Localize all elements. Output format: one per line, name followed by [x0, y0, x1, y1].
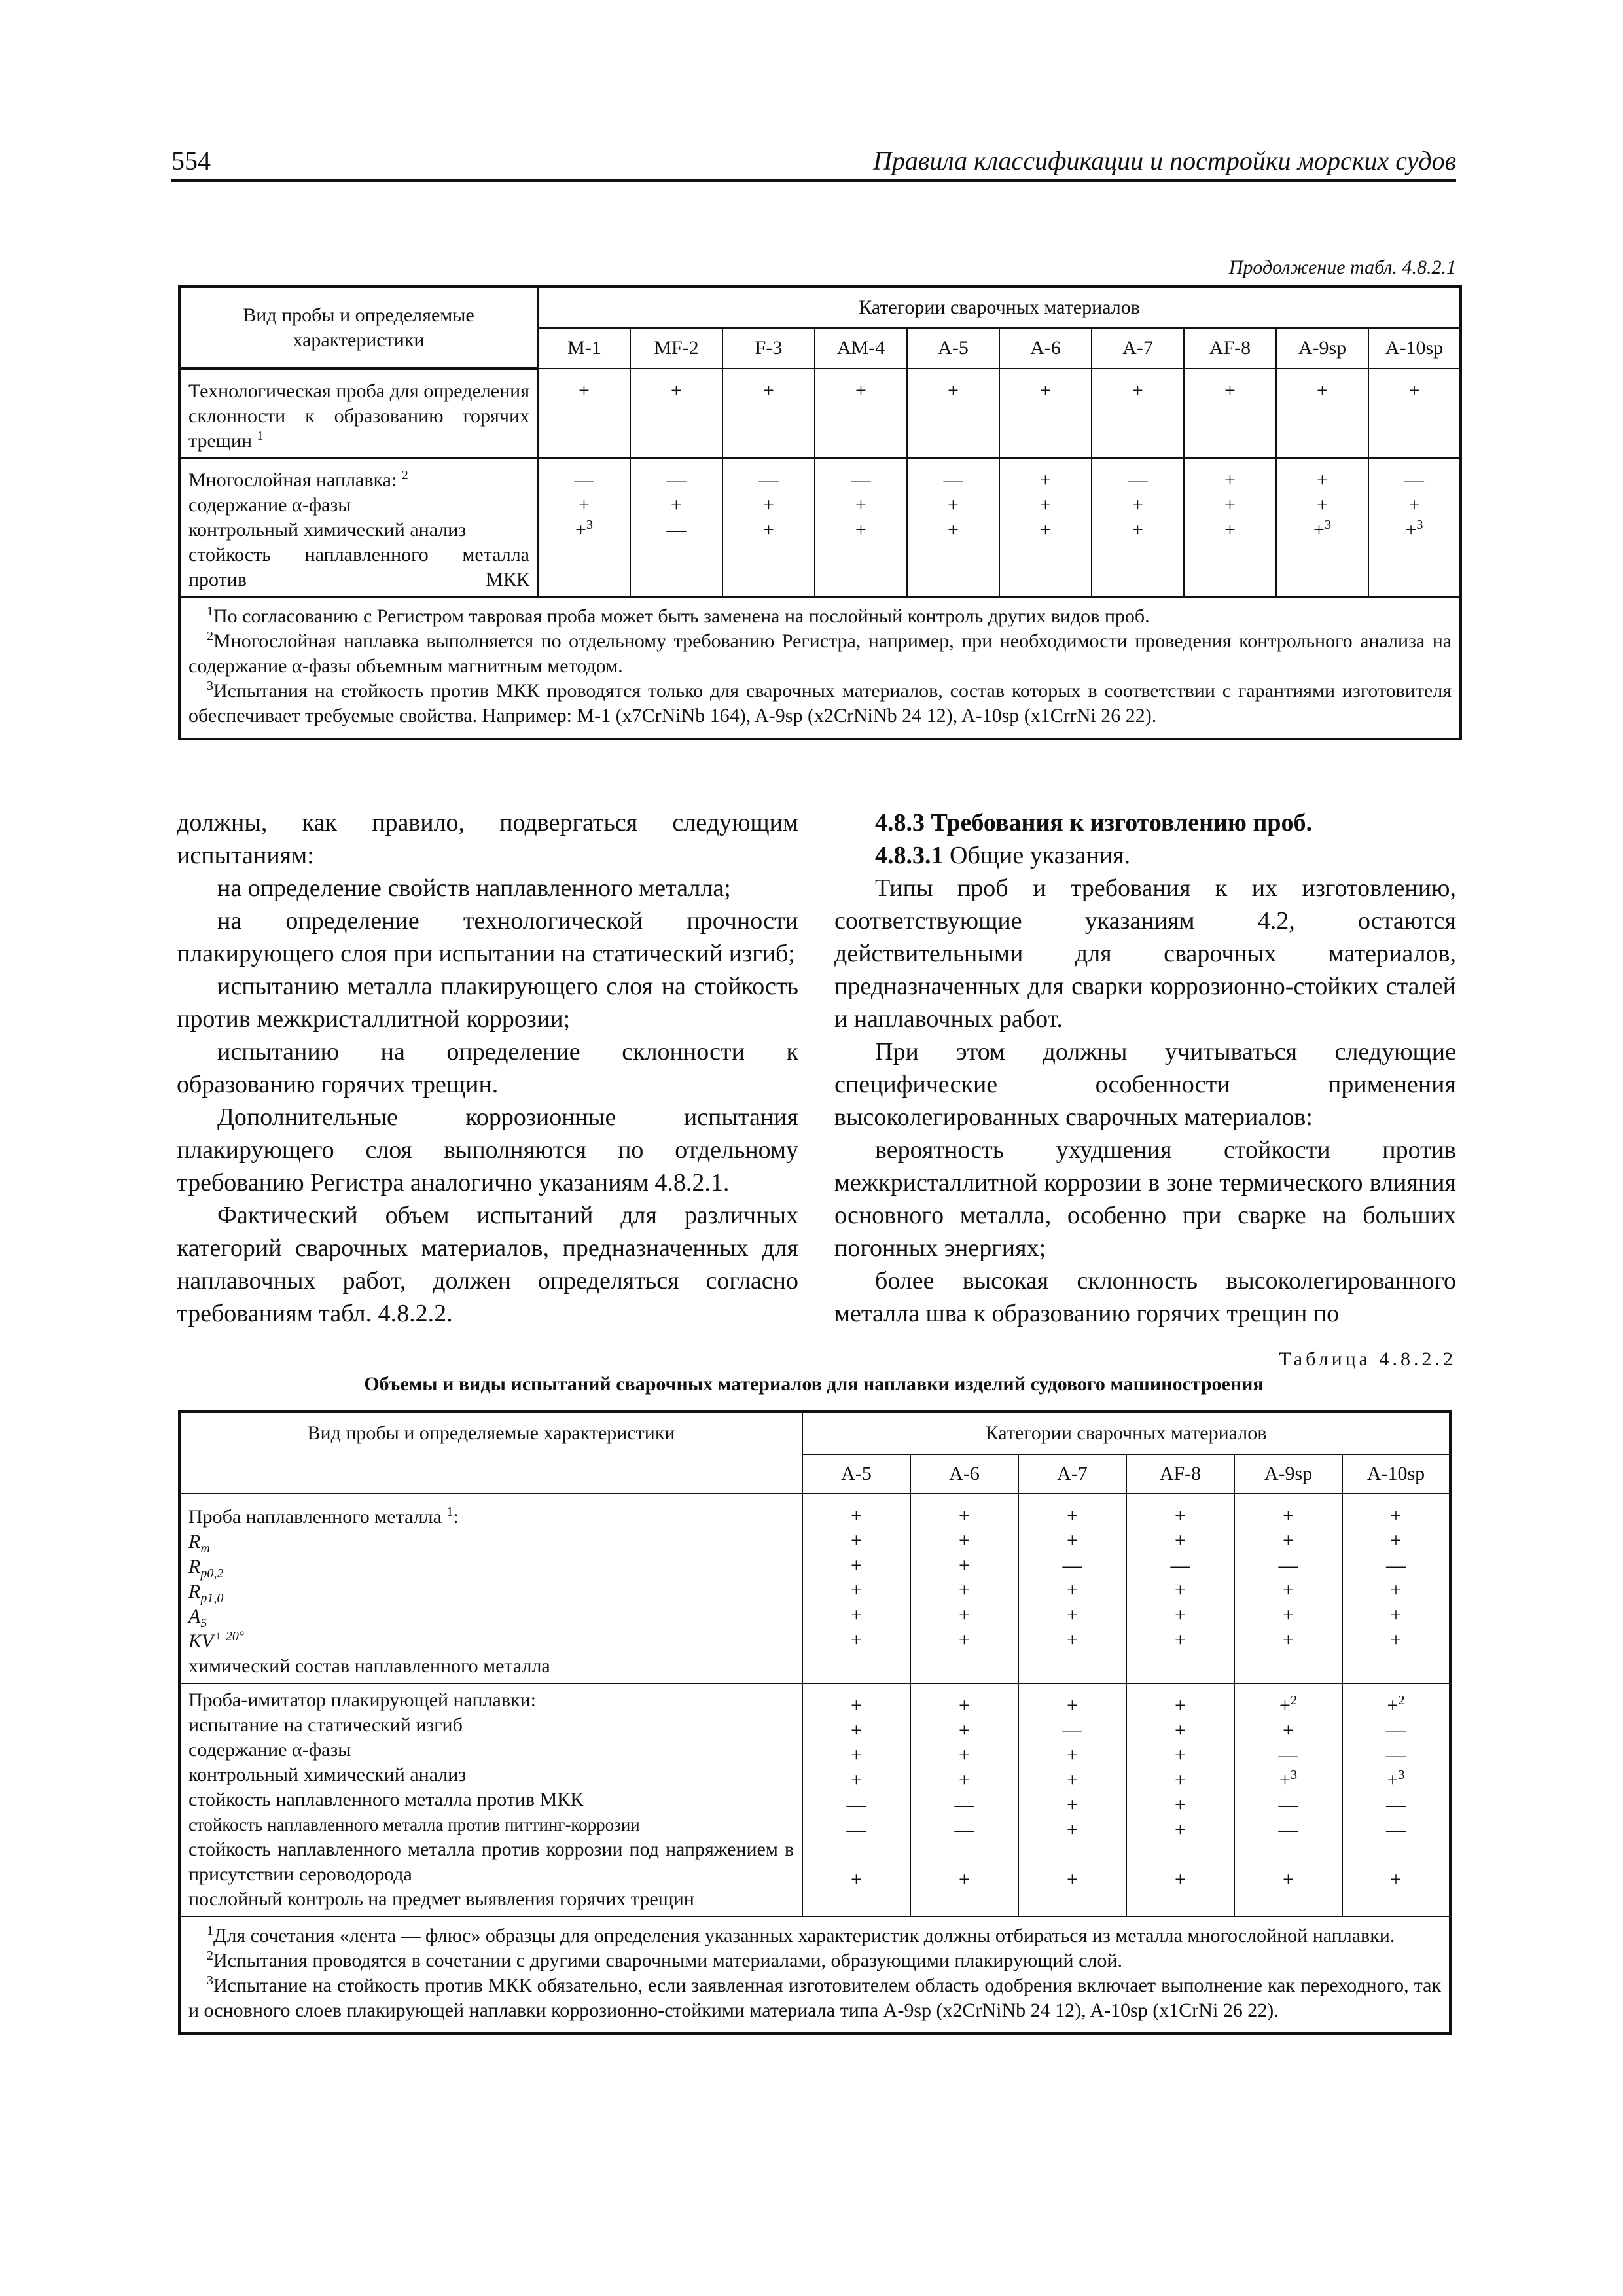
paragraph: на определение свойств наплавленного металла;	[217, 874, 731, 902]
table1-row1-value: +	[999, 368, 1092, 458]
table1	[178, 285, 1462, 740]
paragraph: Типы проб и требования к их изготовлению, соответствующие указаниям 4.2, остаются действительными для сварочных материалов, предназначенных для сварки коррозионно-стойких сталей и наплавочных работ.	[834, 874, 1456, 1033]
paragraph: При этом должны учитываться следующие специфические особенности применения высоколегированных сварочных материалов:	[834, 1038, 1456, 1131]
table1-row-multilayer-label: Многослойная наплавка: $^2$ содержание α-фазы контрольный химический анализ стойкость наплавленного металла против МКК	[179, 458, 538, 597]
property-label: испытание на статический изгиб	[188, 1714, 463, 1736]
table1-category-header: A-5	[907, 328, 999, 368]
paragraph: вероятность ухудшения стойкости против межкристаллитной коррозии в зоне термического влияния основного металла, особенно при сварке на больших погонных энергиях;	[834, 1136, 1456, 1262]
table1-category-header: M-1	[538, 328, 630, 368]
table1-category-header: AM-4	[815, 328, 907, 368]
table1-multilayer-values: — + +$^3$	[1368, 458, 1461, 597]
table1-row1-value: +	[815, 368, 907, 458]
table1-multilayer-values: — + +	[907, 458, 999, 597]
paragraph: Фактический объем испытаний для различных категорий сварочных материалов, предназначенных для наплавочных работ, должен определяться согласно требованиям табл. 4.8.2.2.	[177, 1202, 798, 1327]
table2-group2-values: + + + + — — +	[802, 1683, 910, 1916]
table2-category-header: AF-8	[1126, 1454, 1234, 1494]
table2-group1-values: + + — + + +	[1234, 1494, 1342, 1683]
left-column	[177, 806, 798, 1330]
table2-category-header: A-6	[910, 1454, 1018, 1494]
subsection-heading: 4.8.3.1 Общие указания.	[875, 842, 1131, 869]
table1-continuation-caption: Продолжение табл. 4.8.2.1	[1228, 257, 1456, 278]
table2-title: Объемы и виды испытаний сварочных материалов для наплавки изделий судового машиностроения	[364, 1373, 1264, 1395]
table2	[178, 1410, 1452, 2035]
table1-row1-value: +	[1276, 368, 1368, 458]
table2-group1-values: + + — + + +	[1018, 1494, 1126, 1683]
paragraph: должны, как правило, подвергаться следующим испытаниям:	[177, 809, 798, 869]
property-label: послойный контроль на предмет выявления горячих трещин	[188, 1888, 694, 1910]
table2-group2-values: +$^2$ + — +$^3$ — — +	[1234, 1683, 1342, 1916]
table1-category-header: F-3	[722, 328, 815, 368]
table2-caption: Таблица 4.8.2.2	[1279, 1348, 1456, 1370]
table1-category-header: A-9sp	[1276, 328, 1368, 368]
table2-group1-values: + + — + + +	[1342, 1494, 1450, 1683]
page-number: 554	[171, 146, 211, 175]
table2-group1-values: + + + + + +	[910, 1494, 1018, 1683]
table1-row1-value: +	[630, 368, 722, 458]
table1-header-left: Вид пробы и определяемые характеристики	[179, 287, 538, 368]
table1-category-header: A-7	[1092, 328, 1184, 368]
table2-group2-values: + + + + — — +	[910, 1683, 1018, 1916]
table2-group1-values: + + — + + +	[1126, 1494, 1234, 1683]
property-label: стойкость наплавленного металла против МКК	[188, 1789, 584, 1810]
table2-group1-values: + + + + + +	[802, 1494, 910, 1683]
property-label: $R_m$	[188, 1531, 210, 1556]
table1-row1-value: +	[722, 368, 815, 458]
table1-row1-value: +	[907, 368, 999, 458]
property-label: $R_{p1,0}$	[188, 1581, 224, 1605]
table1-multilayer-values: — + +$^3$	[538, 458, 630, 597]
table2-note: $^2$Испытания проводятся в сочетании с другими сварочными материалами, образующими плакирующий слой.	[207, 1948, 1122, 1971]
table1-notes	[179, 597, 1461, 739]
table2-group2-values: +$^2$ — — +$^3$ — — +	[1342, 1683, 1450, 1916]
property-label: стойкость наплавленного металла против питтинг-коррозии	[188, 1815, 640, 1835]
property-label: стойкость наплавленного металла против коррозии под напряжением в присутствии сероводорода	[188, 1839, 794, 1885]
table1-category-header: A-10sp	[1368, 328, 1461, 368]
table1-category-header: AF-8	[1184, 328, 1276, 368]
table1-multilayer-values: + + +	[1184, 458, 1276, 597]
table1-multilayer-values: + + +$^3$	[1276, 458, 1368, 597]
table2-group2-values: + — + + + + +	[1018, 1683, 1126, 1916]
table1-row1-value: +	[1184, 368, 1276, 458]
property-label: $KV^{+ 20^\circ}$	[188, 1629, 244, 1652]
property-label: содержание α-фазы	[188, 1739, 351, 1761]
table2-group1-labels: Проба наплавленного металла $^1$: $R_m$ $R_{p0,2}$ $R_{p1,0}$ $A_5$ $KV^{+ 20^\circ}$ химический состав наплавленного металла	[179, 1494, 802, 1683]
property-label: $R_{p0,2}$	[188, 1556, 224, 1581]
table1-row1-value: +	[538, 368, 630, 458]
paragraph: испытанию на определение склонности к образованию горячих трещин.	[177, 1038, 798, 1098]
paragraph: более высокая склонность высоколегированного металла шва к образованию горячих трещин по	[834, 1267, 1456, 1327]
right-column	[834, 806, 1456, 1330]
table1-multilayer-values: — + +	[1092, 458, 1184, 597]
table1-multilayer-values: — + +	[722, 458, 815, 597]
table2-header-left: Вид пробы и определяемые характеристики	[179, 1412, 802, 1494]
paragraph: испытанию металла плакирующего слоя на стойкость против межкристаллитной коррозии;	[177, 973, 798, 1033]
table2-group2-values: + + + + + + +	[1126, 1683, 1234, 1916]
table1-note: $^1$По согласованию с Регистром тавровая проба может быть заменена на послойный контроль других видов проб.	[207, 604, 1150, 627]
table1-row1-value: +	[1092, 368, 1184, 458]
property-label: контрольный химический анализ	[188, 1764, 467, 1785]
table1-category-header: MF-2	[630, 328, 722, 368]
table2-notes	[179, 1916, 1450, 2034]
table2-category-header: A-7	[1018, 1454, 1126, 1494]
table1-note: $^2$Многослойная наплавка выполняется по отдельному требованию Регистра, например, при необходимости проведения контрольного анализа на содержание α-фазы объемным магнитным методом.	[188, 629, 1452, 677]
table2-note: $^3$Испытание на стойкость против МКК обязательно, если заявленная изготовителем область одобрения включает выполнение как переходного, так и основного слоев плакирующей наплавки коррозионно-стойкими материала типа A-9sp (x2CrNiNb 24 12), A-10sp (x1CrNi 26 22).	[188, 1973, 1442, 2021]
table2-note: $^1$Для сочетания «лента — флюс» образцы для определения указанных характеристик должны отбираться из металла многослойной наплавки.	[207, 1924, 1395, 1946]
table1-row-hot-cracks-label: Технологическая проба для определения склонности к образованию горячих трещин $^1$	[179, 368, 538, 458]
paragraph: на определение технологической прочности плакирующего слоя при испытании на статический изгиб;	[177, 907, 798, 967]
section-heading: 4.8.3 Требования к изготовлению проб.	[875, 809, 1312, 836]
table2-group2-labels: Проба-имитатор плакирующей наплавки: испытание на статический изгиб содержание α-фазы контрольный химический анализ стойкость наплавленного металла против МКК стойкость наплавленного металла против питтинг-коррозии стойкость наплавленного металла против коррозии под напряжением в присутствии сероводорода послойный контроль на предмет выявления горячих трещин	[179, 1683, 802, 1916]
table1-row1-value: +	[1368, 368, 1461, 458]
property-label: химический состав наплавленного металла	[188, 1655, 550, 1677]
table2-category-header: A-5	[802, 1454, 910, 1494]
header-rule	[171, 179, 1456, 182]
table1-multilayer-values: — + +	[815, 458, 907, 597]
property-label: $A_5$	[188, 1605, 207, 1630]
table1-header-group: Категории сварочных материалов	[538, 287, 1461, 328]
running-title: Правила классификации и постройки морских судов	[872, 146, 1456, 175]
paragraph: Дополнительные коррозионные испытания плакирующего слоя выполняются по отдельному требованию Регистра аналогично указаниям 4.8.2.1.	[177, 1103, 798, 1196]
table2-category-header: A-9sp	[1234, 1454, 1342, 1494]
table1-category-header: A-6	[999, 328, 1092, 368]
table1-multilayer-values: + + +	[999, 458, 1092, 597]
table1-multilayer-values: — + —	[630, 458, 722, 597]
table1-note: $^3$Испытания на стойкость против МКК проводятся только для сварочных материалов, состав которых в соответствии с гарантиями изготовителя обеспечивает требуемые свойства. Например: M-1 (x7CrNiNb 164), A-9sp (x2CrNiNb 24 12), A-10sp (x1CrrNi 26 22).	[188, 679, 1452, 726]
table2-category-header: A-10sp	[1342, 1454, 1450, 1494]
table2-header-group: Категории сварочных материалов	[802, 1412, 1450, 1454]
